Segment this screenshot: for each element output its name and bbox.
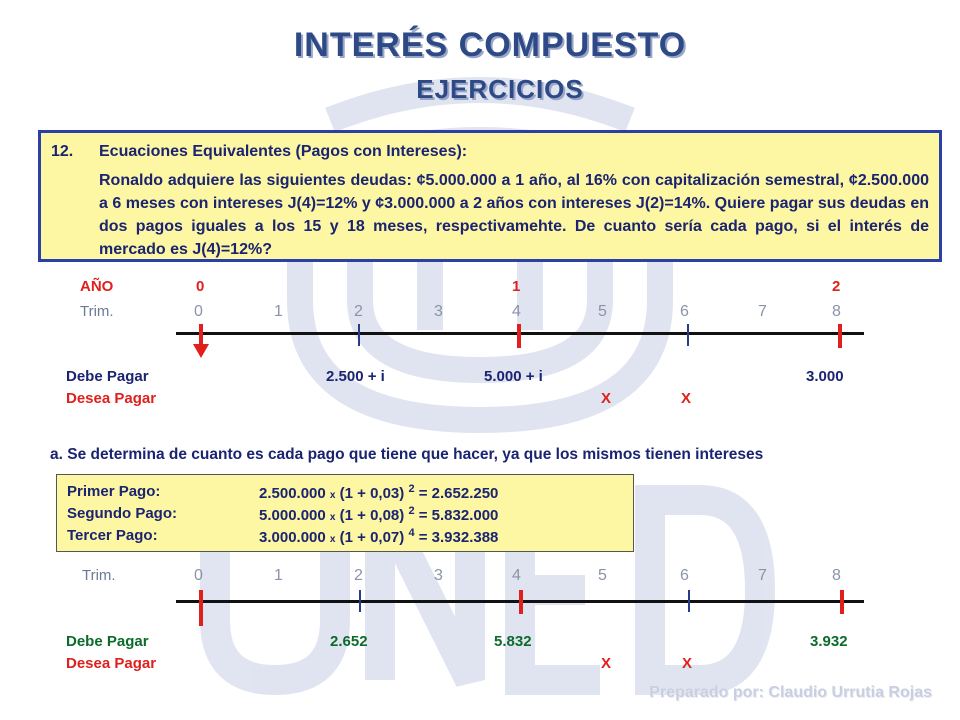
calc-principal: 3.000.000 — [259, 529, 326, 546]
q-label: 7 — [758, 567, 767, 584]
calc-name: Tercer Pago: — [67, 527, 158, 544]
q-label: 0 — [194, 567, 203, 584]
q-label: 3 — [434, 567, 443, 584]
calc-principal: 5.000.000 — [259, 507, 326, 524]
q-label: 3 — [434, 303, 443, 320]
debe-q8: 3.000 — [806, 368, 844, 385]
calc-equals: = — [418, 529, 428, 546]
problem-body: Ronaldo adquiere las siguientes deudas: ¢5.000.000 a 1 año, al 16% con capitalización semestral, ¢2.500.000 a 6 meses con intereses J(4)=12% y ¢3.000.000 a 2 años con intereses J(2)=14%. Quiere pagar sus deudas en dos pagos iguales a los 15 y 18 meses, respectivamehte. De cuanto sería cada pago, si el interés de mercado es J(4)=12%? — [99, 172, 929, 258]
q-label: 4 — [512, 303, 521, 320]
page-title: INTERÉS COMPUESTO — [293, 26, 687, 64]
desea-q6: X — [681, 390, 692, 407]
tick-q8 — [838, 324, 842, 348]
calc-name: Segundo Pago: — [67, 505, 177, 522]
debe-q4: 5.000 + i — [484, 368, 543, 385]
problem-heading: Ecuaciones Equivalentes (Pagos con Intereses): — [99, 143, 468, 160]
desea-q5: X — [601, 390, 612, 407]
tick-q4 — [517, 324, 521, 348]
debe-pagar-label-1: Debe Pagar — [66, 368, 149, 385]
q-label: 8 — [832, 567, 841, 584]
q-label: 2 — [354, 567, 363, 584]
tick-q6-2 — [688, 590, 690, 612]
year-label: AÑO — [80, 278, 114, 295]
tick-q8-2 — [840, 590, 844, 614]
calc-result: 2.652.250 — [431, 485, 499, 502]
problem-box — [38, 130, 942, 262]
q-label: 0 — [194, 303, 203, 320]
trim-label-2: Trim. — [82, 567, 116, 584]
calc-result: 5.832.000 — [431, 507, 499, 524]
q-label: 4 — [512, 567, 521, 584]
q-label: 1 — [274, 567, 283, 584]
debe-pagar-label-2: Debe Pagar — [66, 633, 149, 650]
desea-q5-2: X — [601, 655, 612, 672]
q-label: 5 — [598, 303, 607, 320]
tick-q2 — [358, 324, 360, 346]
calc-times: x — [329, 534, 336, 545]
author-credit: Preparado por: Claudio Urrutia Rojas — [649, 684, 932, 701]
calc-exponent: 2 — [408, 505, 415, 517]
calc-times: x — [329, 512, 336, 523]
calc-factor: (1 + 0,07) — [339, 529, 405, 546]
tick-q6 — [687, 324, 689, 346]
debe-q8-2: 3.932 — [810, 633, 848, 650]
arrow-down-icon — [190, 324, 212, 360]
tick-q0-2 — [199, 590, 203, 626]
calculations-box — [56, 474, 634, 552]
calc-times: x — [329, 490, 336, 501]
q-label: 2 — [354, 303, 363, 320]
calc-factor: (1 + 0,03) — [339, 485, 405, 502]
tick-q4-2 — [519, 590, 523, 614]
desea-q6-2: X — [682, 655, 693, 672]
calc-exponent: 2 — [408, 483, 415, 495]
trim-label-1: Trim. — [80, 303, 114, 320]
problem-number: 12. — [51, 143, 74, 160]
calc-expression — [259, 505, 498, 524]
calc-expression — [259, 483, 498, 502]
q-label: 6 — [680, 303, 689, 320]
desea-pagar-label-1: Desea Pagar — [66, 390, 157, 407]
year-2: 2 — [832, 278, 841, 295]
calc-expression — [259, 527, 498, 546]
year-1: 1 — [512, 278, 521, 295]
section-a-text: a. Se determina de cuanto es cada pago que tiene que hacer, ya que los mismos tienen intereses — [50, 446, 764, 463]
calc-name: Primer Pago: — [67, 483, 161, 500]
q-label: 8 — [832, 303, 841, 320]
debe-q2: 2.500 + i — [326, 368, 385, 385]
q-label: 7 — [758, 303, 767, 320]
q-label: 6 — [680, 567, 689, 584]
calc-equals: = — [418, 485, 428, 502]
year-0: 0 — [196, 278, 205, 295]
desea-pagar-label-2: Desea Pagar — [66, 655, 157, 672]
q-label: 5 — [598, 567, 607, 584]
calc-principal: 2.500.000 — [259, 485, 326, 502]
calc-exponent: 4 — [408, 527, 415, 539]
debe-q2-2: 2.652 — [330, 633, 368, 650]
q-label: 1 — [274, 303, 283, 320]
calc-equals: = — [418, 507, 428, 524]
tick-q2-2 — [359, 590, 361, 612]
calc-factor: (1 + 0,08) — [339, 507, 405, 524]
calc-result: 3.932.388 — [431, 529, 499, 546]
debe-q4-2: 5.832 — [494, 633, 532, 650]
page-subtitle: EJERCICIOS — [416, 74, 584, 104]
